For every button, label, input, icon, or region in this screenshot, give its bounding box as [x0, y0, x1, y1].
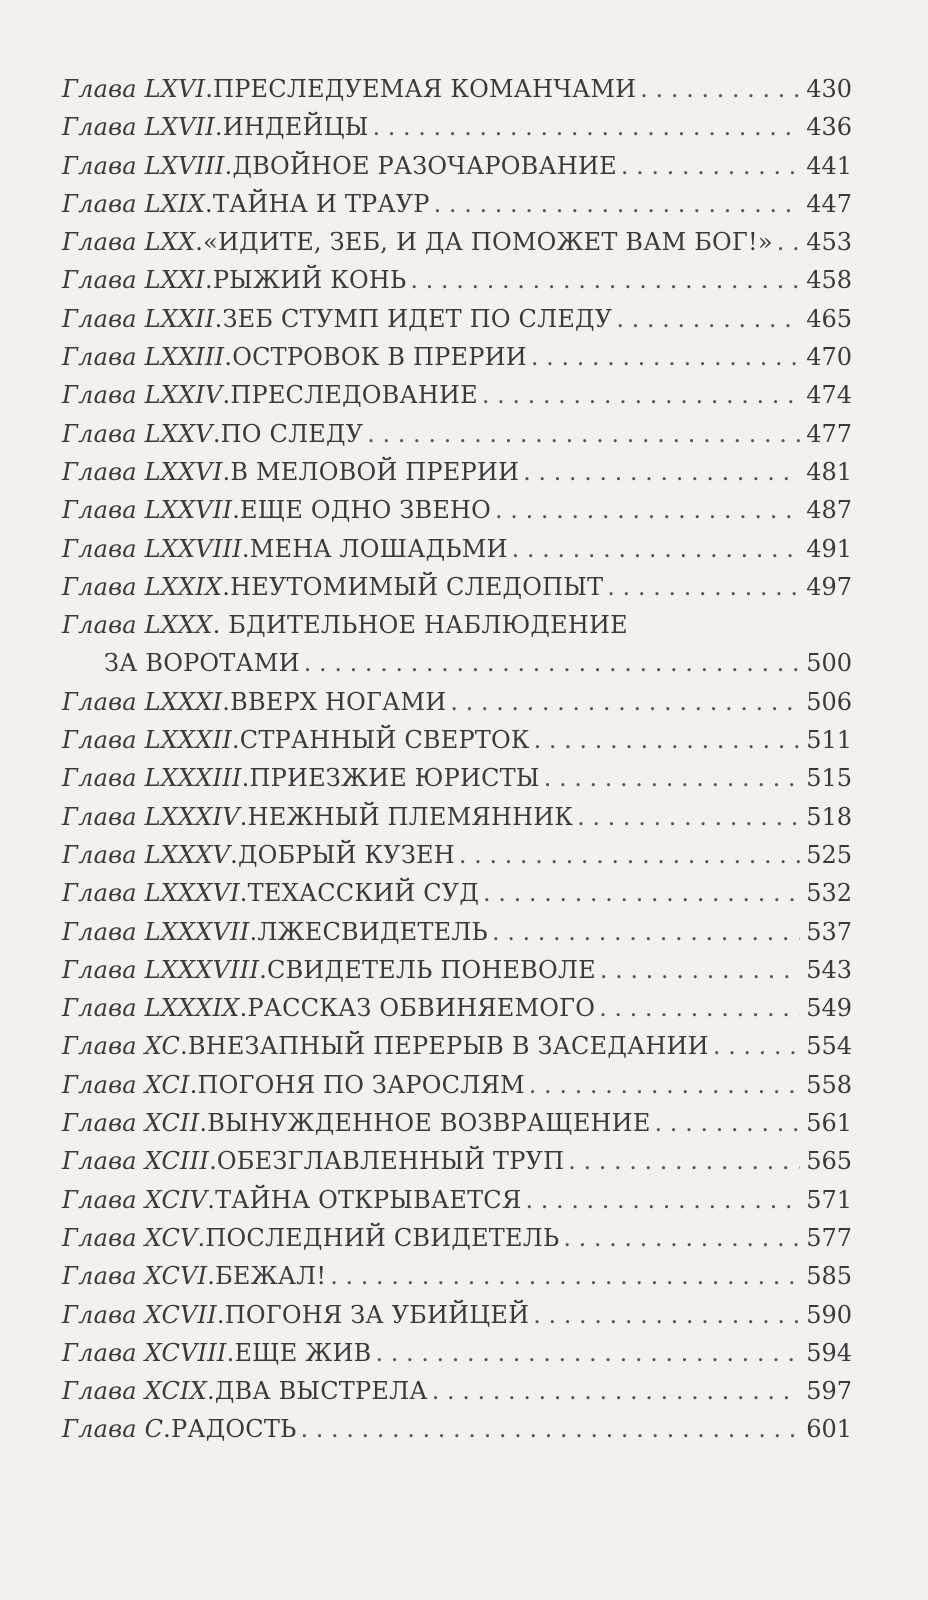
toc-entry — [62, 185, 852, 223]
chapter-title: СВИДЕТЕЛЬ ПОНЕВОЛЕ — [267, 955, 596, 984]
chapter-separator: . — [224, 343, 233, 372]
chapter-separator: . — [226, 1338, 235, 1367]
toc-entry — [62, 836, 852, 874]
page-number: 565 — [806, 1147, 852, 1176]
chapter-separator: . — [195, 228, 204, 257]
chapter-title: РЫЖИЙ КОНЬ — [212, 266, 407, 295]
chapter-title: РАДОСТЬ — [171, 1415, 297, 1444]
page-number: 470 — [806, 343, 852, 372]
chapter-title: ПО СЛЕДУ — [220, 419, 364, 448]
chapter-title: ПРЕСЛЕДУЕМАЯ КОМАНЧАМИ — [213, 75, 637, 103]
toc-entry — [62, 1257, 852, 1295]
chapter-separator: . — [205, 75, 214, 103]
dot-leader — [512, 530, 801, 568]
chapter-number: Глава LXVIII — [62, 151, 225, 180]
toc-entry — [62, 147, 852, 185]
chapter-number: Глава LXXXVII — [62, 917, 250, 946]
chapter-separator: . — [249, 917, 258, 946]
chapter-separator: . — [232, 496, 241, 525]
chapter-number: Глава C — [62, 1415, 164, 1444]
chapter-title: ЕЩЕ ЖИВ — [234, 1338, 372, 1367]
dot-leader — [607, 568, 800, 606]
toc-entry — [62, 415, 852, 453]
chapter-title: ДОБРЫЙ КУЗЕН — [237, 840, 455, 869]
chapter-separator: . — [212, 611, 229, 640]
dot-leader — [600, 951, 800, 989]
page-number: 447 — [806, 189, 852, 218]
dot-leader — [434, 185, 801, 223]
toc-entry — [62, 491, 852, 529]
dot-leader — [459, 836, 800, 874]
chapter-number: Глава LXXXI — [62, 687, 223, 716]
chapter-number: Глава XCVIII — [62, 1338, 227, 1367]
dot-leader — [483, 874, 800, 912]
chapter-separator: . — [239, 879, 248, 908]
chapter-title: ПРЕСЛЕДОВАНИЕ — [230, 381, 478, 410]
chapter-separator: . — [207, 1185, 216, 1214]
toc-entry — [62, 1104, 852, 1142]
page-number: 594 — [806, 1338, 852, 1367]
dot-leader — [482, 376, 800, 414]
chapter-title: ПОГОНЯ ПО ЗАРОСЛЯМ — [197, 1070, 525, 1099]
chapter-title: ВВЕРХ НОГАМИ — [230, 687, 447, 716]
chapter-separator: . — [189, 1070, 198, 1099]
chapter-title: ЗА ВОРОТАМИ — [104, 649, 300, 678]
page-number: 554 — [806, 1032, 852, 1061]
chapter-title: БДИТЕЛЬНОЕ НАБЛЮДЕНИЕ — [228, 611, 628, 640]
chapter-number: Глава XCI — [62, 1070, 190, 1099]
chapter-separator: . — [216, 1300, 225, 1329]
page-number: 491 — [806, 534, 852, 563]
toc-entry — [62, 1372, 852, 1410]
chapter-number: Глава LXXX — [62, 611, 213, 640]
dot-leader — [713, 1027, 800, 1065]
chapter-number: Глава LXXXVI — [62, 879, 240, 908]
chapter-separator: . — [199, 1109, 208, 1138]
page-number: 430 — [806, 75, 852, 103]
chapter-separator: . — [231, 726, 240, 755]
chapter-separator: . — [163, 1415, 171, 1444]
chapter-title: БЕЖАЛ! — [215, 1262, 327, 1291]
chapter-title: ДВОЙНОЕ РАЗОЧАРОВАНИЕ — [232, 151, 617, 180]
chapter-number: Глава LXXXIV — [62, 802, 240, 831]
chapter-title: СТРАННЫЙ СВЕРТОК — [239, 726, 530, 755]
chapter-number: Глава LXXIV — [62, 381, 223, 410]
dot-leader — [616, 300, 800, 338]
chapter-number: Глава XCVI — [62, 1262, 208, 1291]
page-number: 481 — [806, 457, 852, 486]
page-number: 571 — [806, 1185, 852, 1214]
chapter-title: В МЕЛОВОЙ ПРЕРИИ — [230, 457, 520, 486]
chapter-number: Глава LXXIII — [62, 343, 225, 372]
toc-entry — [62, 874, 852, 912]
chapter-separator: . — [241, 534, 250, 563]
dot-leader — [373, 108, 801, 146]
toc-entry — [62, 913, 852, 951]
chapter-separator: . — [214, 113, 223, 142]
dot-leader — [563, 1219, 800, 1257]
chapter-separator: . — [224, 151, 233, 180]
page-number: 549 — [806, 994, 852, 1023]
chapter-separator: . — [206, 1377, 215, 1406]
chapter-title: РАССКАЗ ОБВИНЯЕМОГО — [247, 994, 596, 1023]
chapter-title: ПРИЕЗЖИЕ ЮРИСТЫ — [249, 764, 540, 793]
chapter-number: Глава LXX — [62, 228, 196, 257]
toc-entry — [62, 1181, 852, 1219]
toc-entry — [62, 989, 852, 1027]
toc-entry — [62, 568, 852, 606]
chapter-title: ВЫНУЖДЕННОЕ ВОЗВРАЩЕНИЕ — [207, 1109, 651, 1138]
dot-leader — [492, 913, 800, 951]
page-number: 465 — [806, 304, 852, 333]
page-number: 525 — [806, 840, 852, 869]
dot-leader — [410, 261, 800, 299]
chapter-title: «ИДИТЕ, ЗЕБ, И ДА ПОМОЖЕТ ВАМ БОГ!» — [203, 228, 773, 257]
toc-entry — [62, 108, 852, 146]
toc-entry — [62, 530, 852, 568]
page-number: 436 — [806, 113, 852, 142]
chapter-number: Глава XCIII — [62, 1147, 210, 1176]
page-number: 601 — [806, 1415, 852, 1444]
toc-entry — [62, 1066, 852, 1104]
page-number: 585 — [806, 1262, 852, 1291]
chapter-number: Глава LXXII — [62, 304, 215, 333]
chapter-title: ПОСЛЕДНИЙ СВИДЕТЕЛЬ — [205, 1223, 560, 1252]
page-number: 506 — [806, 687, 852, 716]
dot-leader — [367, 415, 800, 453]
chapter-number: Глава LXXXVIII — [62, 955, 260, 984]
page-number: 558 — [806, 1070, 852, 1099]
chapter-separator: . — [212, 419, 221, 448]
dot-leader — [544, 759, 800, 797]
chapter-separator: . — [239, 802, 248, 831]
dot-leader — [432, 1372, 801, 1410]
toc-entry — [62, 338, 852, 376]
page-number: 590 — [806, 1300, 852, 1329]
chapter-title: НЕУТОМИМЫЙ СЛЕДОПЫТ — [230, 572, 604, 601]
toc-entry — [62, 376, 852, 414]
chapter-title: ТЕХАССКИЙ СУД — [247, 879, 480, 908]
dot-leader — [531, 338, 800, 376]
dot-leader — [533, 1296, 800, 1334]
toc-entry — [62, 721, 852, 759]
page-number: 577 — [806, 1223, 852, 1252]
chapter-title: ТАЙНА И ТРАУР — [212, 189, 430, 218]
dot-leader — [375, 1334, 800, 1372]
chapter-separator: . — [222, 687, 231, 716]
toc-entry — [62, 1027, 852, 1065]
chapter-title: ОСТРОВОК В ПРЕРИИ — [232, 343, 527, 372]
dot-leader — [568, 1142, 800, 1180]
toc-entry — [62, 798, 852, 836]
chapter-separator: . — [214, 304, 223, 333]
chapter-number: Глава LXXVIII — [62, 534, 242, 563]
dot-leader — [777, 223, 800, 261]
chapter-number: Глава LXXXIX — [62, 994, 240, 1023]
toc-entry — [62, 759, 852, 797]
chapter-number: Глава LXVII — [62, 113, 215, 142]
dot-leader — [640, 70, 800, 108]
chapter-title: ИНДЕЙЦЫ — [222, 113, 369, 142]
toc-entry — [62, 951, 852, 989]
page-number: 497 — [806, 572, 852, 601]
chapter-separator: . — [204, 266, 213, 295]
toc-entry — [62, 300, 852, 338]
toc-entry — [62, 683, 852, 721]
dot-leader — [450, 683, 800, 721]
toc-entry — [62, 453, 852, 491]
chapter-number: Глава XCIV — [62, 1185, 208, 1214]
page-number: 518 — [806, 802, 852, 831]
page-number: 477 — [806, 419, 852, 448]
dot-leader — [599, 989, 800, 1027]
toc-entry — [62, 606, 852, 683]
page-number: 537 — [806, 917, 852, 946]
chapter-number: Глава LXXVI — [62, 457, 223, 486]
chapter-title: ТАЙНА ОТКРЫВАЕТСЯ — [215, 1185, 522, 1214]
chapter-title: НЕЖНЫЙ ПЛЕМЯННИК — [247, 802, 574, 831]
dot-leader — [655, 1104, 801, 1142]
page-number: 561 — [806, 1109, 852, 1138]
chapter-separator: . — [222, 572, 231, 601]
page-number: 474 — [806, 381, 852, 410]
toc-entry — [62, 261, 852, 299]
toc-entry — [62, 1142, 852, 1180]
toc-entry-line-2 — [62, 644, 852, 682]
page-number: 532 — [806, 879, 852, 908]
chapter-number: Глава LXXI — [62, 266, 205, 295]
toc-entry — [62, 1296, 852, 1334]
toc-entry — [62, 70, 852, 108]
dot-leader — [330, 1257, 800, 1295]
dot-leader — [525, 1181, 800, 1219]
page-number: 515 — [806, 764, 852, 793]
page-number: 487 — [806, 496, 852, 525]
toc-entry — [62, 223, 852, 261]
chapter-separator: . — [241, 764, 250, 793]
dot-leader — [534, 721, 801, 759]
chapter-number: Глава LXXIX — [62, 572, 223, 601]
chapter-title: ДВА ВЫСТРЕЛА — [214, 1377, 428, 1406]
page-number: 458 — [806, 266, 852, 295]
chapter-title: ЕЩЕ ОДНО ЗВЕНО — [240, 496, 492, 525]
chapter-separator: . — [222, 457, 231, 486]
chapter-number: Глава XCIX — [62, 1377, 207, 1406]
chapter-separator: . — [204, 189, 213, 218]
chapter-title: ЛЖЕСВИДЕТЕЛЬ — [257, 917, 488, 946]
chapter-separator: . — [222, 381, 231, 410]
page-number: 453 — [806, 228, 852, 257]
dot-leader — [577, 798, 800, 836]
chapter-number: Глава LXXXII — [62, 726, 232, 755]
page-number: 441 — [806, 151, 852, 180]
chapter-title: ВНЕЗАПНЫЙ ПЕРЕРЫВ В ЗАСЕДАНИИ — [187, 1032, 709, 1061]
table-of-contents — [62, 70, 852, 1449]
page-number: 511 — [806, 726, 852, 755]
chapter-number: Глава XCV — [62, 1223, 198, 1252]
chapter-separator: . — [207, 1262, 216, 1291]
chapter-number: Глава LXVI — [62, 75, 206, 103]
chapter-title: ЗЕБ СТУМП ИДЕТ ПО СЛЕДУ — [222, 304, 613, 333]
chapter-separator: . — [239, 994, 248, 1023]
toc-entry — [62, 1219, 852, 1257]
chapter-number: Глава LXXXV — [62, 840, 231, 869]
page-number: 597 — [806, 1377, 852, 1406]
dot-leader — [300, 1410, 800, 1448]
dot-leader — [304, 644, 800, 682]
dot-leader — [495, 491, 800, 529]
dot-leader — [529, 1066, 800, 1104]
chapter-number: Глава LXXVII — [62, 496, 233, 525]
page-number: 500 — [806, 649, 852, 678]
toc-entry-line-1 — [62, 606, 852, 644]
chapter-number: Глава LXXXIII — [62, 764, 242, 793]
chapter-separator: . — [180, 1032, 188, 1061]
toc-entry — [62, 1410, 852, 1448]
chapter-separator: . — [230, 840, 238, 869]
chapter-number: Глава LXXV — [62, 419, 213, 448]
toc-entry — [62, 1334, 852, 1372]
chapter-title: МЕНА ЛОШАДЬМИ — [249, 534, 508, 563]
chapter-title: ПОГОНЯ ЗА УБИЙЦЕЙ — [224, 1300, 530, 1329]
dot-leader — [621, 147, 800, 185]
chapter-number: Глава LXIX — [62, 189, 205, 218]
page-number: 543 — [806, 955, 852, 984]
chapter-title: ОБЕЗГЛАВЛЕННЫЙ ТРУП — [216, 1147, 565, 1176]
dot-leader — [523, 453, 800, 491]
chapter-separator: . — [209, 1147, 217, 1176]
chapter-number: Глава XCVII — [62, 1300, 217, 1329]
chapter-number: Глава XCII — [62, 1109, 200, 1138]
chapter-separator: . — [197, 1223, 206, 1252]
chapter-number: Глава XC — [62, 1032, 181, 1061]
chapter-separator: . — [259, 955, 267, 984]
